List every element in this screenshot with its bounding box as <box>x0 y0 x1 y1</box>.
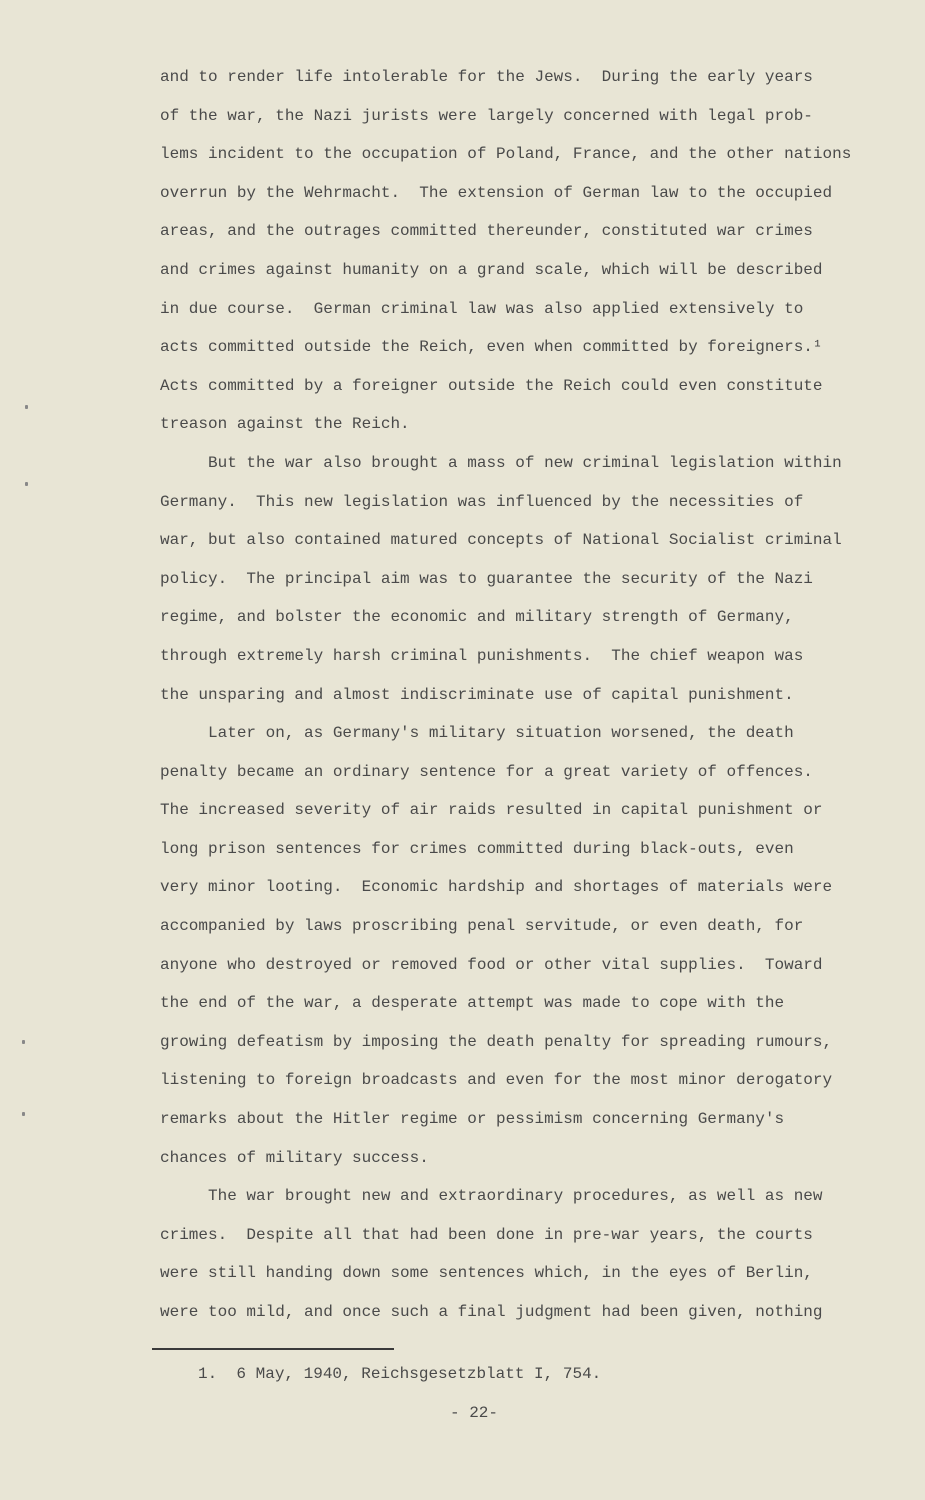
text-line: and to render life intolerable for the Jews. During the early years <box>160 68 813 86</box>
text-line: very minor looting. Economic hardship and shortages of materials were <box>160 878 833 897</box>
margin-mark <box>22 1040 25 1044</box>
page-number: - 22- <box>450 1404 499 1422</box>
text-line: were too mild, and once such a final judgment had been given, nothing <box>160 1303 823 1321</box>
text-line: crimes. Despite all that had been done in pre-war years, the courts <box>160 1225 813 1244</box>
text-line: policy. The principal aim was to guarantee the security of the Nazi <box>160 569 813 588</box>
text-line: overrun by the Wehrmacht. The extension of German law to the occupied <box>160 183 833 202</box>
text-line: war, but also contained matured concepts of National Socialist criminal <box>160 531 842 550</box>
text-line: growing defeatism by imposing the death penalty for spreading rumours, <box>160 1032 833 1051</box>
text-line: anyone who destroyed or removed food or other vital supplies. Toward <box>160 955 823 974</box>
text-line: Acts committed by a foreigner outside the Reich could even constitute <box>160 376 823 395</box>
text-line: and crimes against humanity on a grand scale, which will be described <box>160 260 823 279</box>
text-line: lems incident to the occupation of Poland, France, and the other nations <box>160 145 852 164</box>
document-body <box>160 64 880 1338</box>
margin-mark <box>22 1112 25 1116</box>
text-line: in due course. German criminal law was also applied extensively to <box>160 299 804 318</box>
text-line: listening to foreign broadcasts and even for the most minor derogatory <box>160 1071 833 1090</box>
text-line: accompanied by laws proscribing penal servitude, or even death, for <box>160 917 804 936</box>
text-line: Germany. This new legislation was influenced by the necessities of <box>160 492 804 511</box>
text-line: Later on, as Germany's military situation worsened, the death <box>160 724 794 743</box>
text-line: the end of the war, a desperate attempt was made to cope with the <box>160 994 785 1013</box>
footnote: 1. 6 May, 1940, Reichsgesetzblatt I, 754. <box>198 1365 602 1383</box>
text-line: of the war, the Nazi jurists were largely concerned with legal prob- <box>160 106 813 125</box>
text-line: chances of military success. <box>160 1148 429 1167</box>
text-line: areas, and the outrages committed thereunder, constituted war crimes <box>160 222 813 241</box>
text-line: through extremely harsh criminal punishments. The chief weapon was <box>160 646 804 665</box>
text-line: regime, and bolster the economic and military strength of Germany, <box>160 608 794 627</box>
footnote-divider <box>152 1348 394 1350</box>
margin-mark <box>25 482 28 486</box>
text-line: long prison sentences for crimes committed during black-outs, even <box>160 839 794 858</box>
text-line: acts committed outside the Reich, even when committed by foreigners.¹ <box>160 338 823 357</box>
margin-mark <box>25 405 28 409</box>
text-line: penalty became an ordinary sentence for a great variety of offences. <box>160 762 813 781</box>
text-line: The war brought new and extraordinary procedures, as well as new <box>160 1187 823 1206</box>
text-line: The increased severity of air raids resulted in capital punishment or <box>160 801 823 820</box>
text-line: were still handing down some sentences which, in the eyes of Berlin, <box>160 1264 813 1283</box>
text-line: remarks about the Hitler regime or pessimism concerning Germany's <box>160 1110 785 1129</box>
text-line: But the war also brought a mass of new criminal legislation within <box>160 453 842 472</box>
text-line: the unsparing and almost indiscriminate use of capital punishment. <box>160 685 794 704</box>
text-line: treason against the Reich. <box>160 415 410 434</box>
